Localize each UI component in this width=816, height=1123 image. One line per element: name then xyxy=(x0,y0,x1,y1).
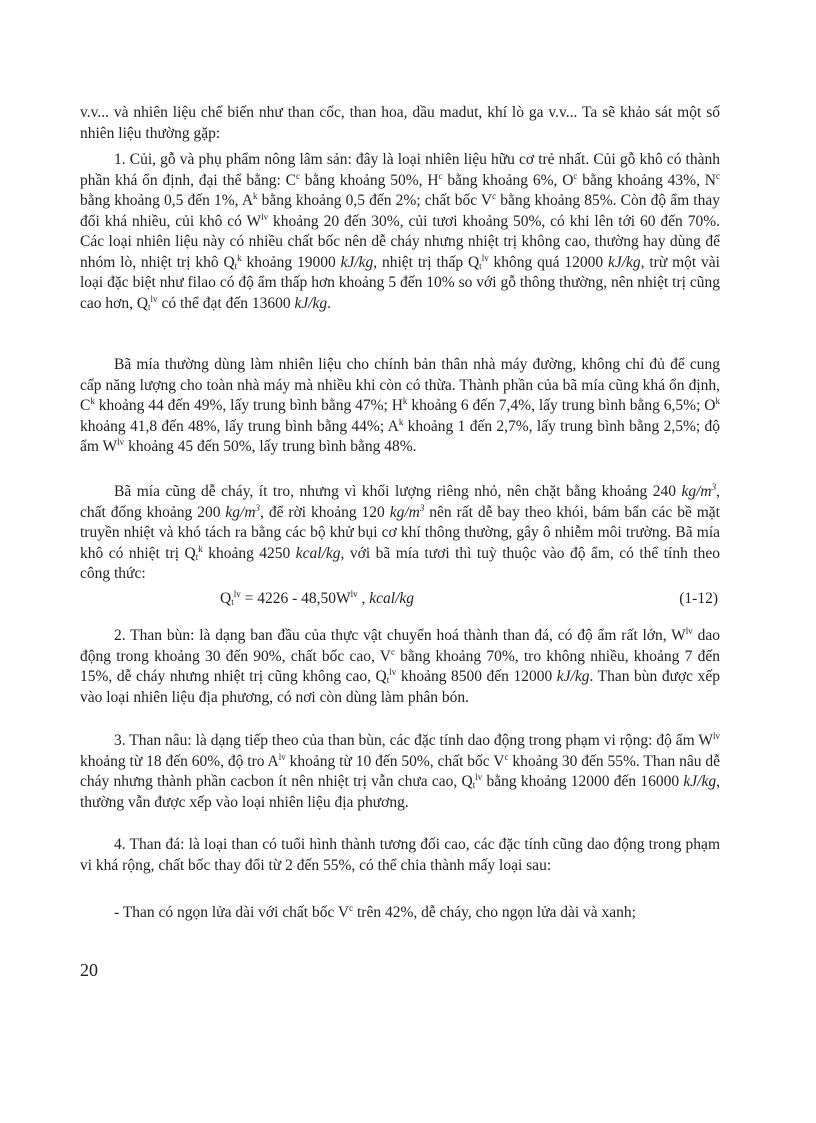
paragraph-intro: v.v... và nhiên liệu chế biến như than cốc, than hoa, dầu madut, khí lò ga v.v... Ta sẽ khảo sát một số nhiên liệu thường gặp: xyxy=(80,104,720,142)
formula-expression: $Q_t^{lv} = 4226 - 48,50W^{lv}$ , kcal/kg xyxy=(220,589,415,607)
paragraph-hard-coal: 4. Than đá: là loại than có tuổi hình thành tương đối cao, các đặc tính cũng dao động trong phạm vi khá rộng, chất bốc thay đổi từ 2 đến 55%, có thể chia thành mấy loại sau: xyxy=(80,836,720,874)
paragraph-bagasse-properties: Bã mía cũng dễ cháy, ít tro, nhưng vì khối lượng riêng nhỏ, nên chặt bằng khoảng 240 $kg/m^3$, chất đống khoảng 200 $kg/m^3$, để rời khoảng 120 $kg/m^3$ nên rất dễ bay theo khói, bám bẩn các bề mặt truyền nhiệt và khó tách ra bằng các bộ khử bụi cơ khí thông thường, gây ô nhiễm môi trường. Bã mía khô có nhiệt trị $Q_t^k$ khoảng 4250 kcal/kg, với bã mía tươi thì tuỳ thuộc vào độ ẩm, có thể tính theo công thức: xyxy=(80,482,720,582)
paragraph-wood-fuel: 1. Củi, gỗ và phụ phẩm nông lâm sản: đây là loại nhiên liệu hữu cơ trẻ nhất. Củi gỗ khô có thành phần khá ổn định, đại thể bằng: $C^c$ bằng khoảng 50%, $H^c$ bằng khoảng 6%, $O^c$ bằng khoảng 43%, $N^c$ bằng khoảng 0,5 đến 1%, $A^k$ bằng khoảng 0,5 đến 2%; chất bốc $V^c$ bằng khoảng 85%. Còn độ ẩm thay đổi khá nhiều, củi khô có $W^{lv}$ khoảng 20 đến 30%, củi tươi khoảng 50%, có khi lên tới 60 đến 70%. Các loại nhiên liệu này có nhiều chất bốc nên dễ cháy nhưng nhiệt trị không cao, thường hay dùng để nhóm lò, nhiệt trị khô $Q_t^k$ khoảng 19000 kJ/kg, nhiệt trị thấp $Q_t^{lv}$ không quá 12000 kJ/kg, trừ một vài loại đặc biệt như filao có độ ẩm thấp hơn khoảng 5 đến 10% so với gỗ thông thường, nên nhiệt trị cũng cao hơn, $Q_t^{lv}$ có thể đạt đến 13600 kJ/kg. xyxy=(80,151,720,312)
paragraph-brown-coal: 3. Than nâu: là dạng tiếp theo của than bùn, các đặc tính dao động trong phạm vi rộng: độ ẩm $W^{lv}$ khoảng từ 18 đến 60%, độ tro $A^{lv}$ khoảng từ 10 đến 50%, chất bốc $V^c$ khoảng 30 đến 55%. Than nâu dễ cháy nhưng thành phần cacbon ít nên nhiệt trị vẫn chưa cao, $Q_t^{lv}$ bằng khoảng 12000 đến 16000 kJ/kg, thường vẫn được xếp vào loại nhiên liệu địa phương. xyxy=(80,731,721,811)
paragraph-long-flame-coal: - Than có ngọn lửa dài với chất bốc $V^c$ trên 42%, dễ cháy, cho ngọn lửa dài và xanh; xyxy=(114,903,636,921)
formula-number: (1-12) xyxy=(679,590,718,607)
page-number: 20 xyxy=(80,960,98,980)
paragraph-bagasse-composition: Bã mía thường dùng làm nhiên liệu cho chính bản thân nhà máy đường, không chỉ đủ để cung cấp năng lượng cho toàn nhà máy mà nhiều khi còn có thừa. Thành phần của bã mía cũng khá ổn định, $C^k$ khoảng 44 đến 49%, lấy trung bình bằng 47%; $H^k$ khoảng 6 đến 7,4%, lấy trung bình bằng 6,5%; $O^k$ khoảng 41,8 đến 48%, lấy trung bình bằng 44%; $A^k$ khoảng 1 đến 2,7%, lấy trung bình bằng 2,5%; độ ẩm $W^{lv}$ khoảng 45 đến 50%, lấy trung bình bằng 48%. xyxy=(80,356,720,455)
formula-1-12 xyxy=(80,589,720,611)
paragraph-peat: 2. Than bùn: là dạng ban đầu của thực vật chuyển hoá thành than đá, có độ ẩm rất lớn, $W^{lv}$ dao động trong khoảng 30 đến 90%, chất bốc cao, $V^c$ bằng khoảng 70%, tro không nhiều, khoảng 7 đến 15%, dễ cháy nhưng nhiệt trị cũng không cao, $Q_t^{lv}$ khoảng 8500 đến 12000 kJ/kg. Than bùn được xếp vào loại nhiên liệu địa phương, có nơi còn dùng làm phân bón. xyxy=(80,626,720,706)
